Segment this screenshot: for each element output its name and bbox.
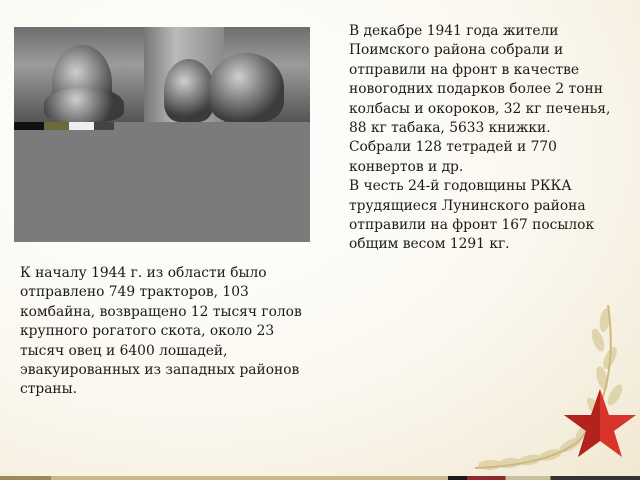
right-paragraph-1: В декабре 1941 года жители Поимского района собрали и отправили на фронт в качестве новогодних подарков более 2 тонн колбасы и окороков, 32 кг печенья, 88 кг табака, 5633 книжки. — [349, 23, 611, 137]
photo-placeholder — [14, 130, 310, 242]
bottom-decor-bar — [0, 476, 640, 480]
right-text-block — [349, 22, 619, 255]
left-paragraph: К началу 1944 г. из области было отправлено 749 тракторов, 103 комбайна, возвращено 12 тысяч голов крупного рогатого скота, около 23 тысяч овец и 6400 лошадей, эвакуированных из западных районов страны. — [20, 265, 302, 398]
historical-photo — [14, 27, 310, 242]
photo-image-area — [14, 27, 310, 122]
red-star-icon — [560, 385, 640, 465]
right-paragraph-3: В честь 24-й годовщины РККА трудящиеся Лунинского района отправили на фронт 167 посылок общим весом 1291 кг. — [349, 178, 595, 253]
photo-figure — [209, 53, 284, 122]
left-text-block — [20, 264, 320, 400]
right-paragraph-2: Собрали 128 тетрадей и 770 конвертов и др. — [349, 139, 557, 175]
photo-edge-strip — [14, 122, 114, 130]
photo-figure — [44, 87, 124, 122]
photo-figure — [164, 59, 214, 122]
